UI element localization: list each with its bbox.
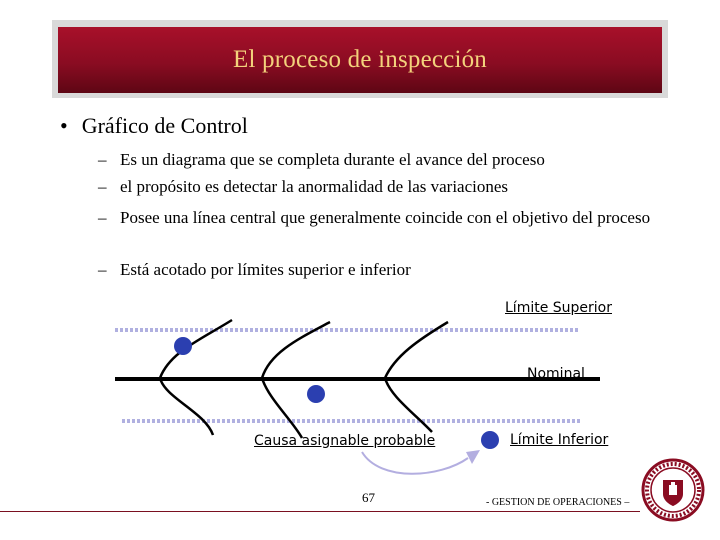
data-point [481, 431, 499, 449]
sub-bullet-dash: – [98, 260, 107, 279]
university-seal-icon [641, 458, 705, 522]
sub-bullet-text: Posee una línea central que generalmente coincide con el objetivo del proceso [120, 208, 651, 227]
main-bullet-text: Gráfico de Control [81, 113, 248, 138]
nominal-label: Nominal [527, 366, 585, 382]
assignable-cause-label: Causa asignable probable [254, 433, 436, 449]
cause-arrow-curve [362, 452, 468, 474]
slide-title: El proceso de inspección [232, 46, 488, 73]
sub-bullet-text: el propósito es detectar la anormalidad de las variaciones [120, 177, 509, 196]
bullet-dot: • [60, 113, 68, 138]
data-point [307, 385, 325, 403]
sub-bullet-dash: – [98, 177, 107, 196]
sub-bullet-text: Está acotado por límites superior e inferior [120, 260, 411, 279]
upper-limit-label: Límite Superior [505, 300, 612, 316]
cause-arrow-head [466, 450, 480, 464]
course-footer: - GESTION DE OPERACIONES – [486, 497, 630, 508]
lower-limit-label: Límite Inferior [510, 432, 609, 448]
data-point [174, 337, 192, 355]
page-number: 67 [362, 490, 375, 505]
sub-bullet-text: Es un diagrama que se completa durante el avance del proceso [120, 150, 545, 169]
sub-bullet-dash: – [98, 208, 107, 227]
sub-bullet-dash: – [98, 150, 107, 169]
footer-rule [0, 511, 640, 512]
